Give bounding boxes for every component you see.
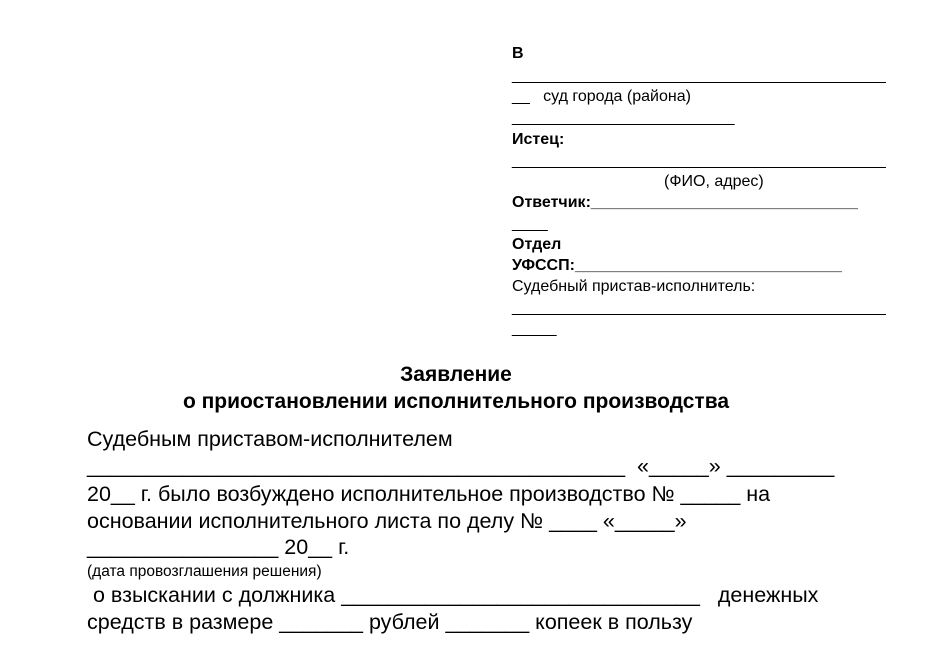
title-line-2: о приостановлении исполнительного производства [182, 390, 730, 413]
body-line-2: _____________________________________________ «_____» _________ [87, 454, 835, 478]
date-hint: (дата провозглашения решения) [87, 563, 322, 580]
body-line-7: средств в размере _______ рублей _______ копеек в пользу [87, 610, 693, 634]
defendant-line-tail: ____ [512, 215, 548, 232]
department-label: Отдел [512, 236, 562, 253]
body-line-4: основании исполнительного листа по делу № ____ «_____» [87, 509, 687, 533]
title-line-1: Заявление [400, 363, 512, 386]
body-line-6: о взыскании с должника ______________________________ денежных [87, 583, 819, 607]
body-line-5: ________________ 20__ г. [87, 535, 350, 559]
addressee-label: В [512, 45, 524, 62]
bailiff-blank: __________________________________________ [512, 299, 886, 316]
court-name-blank: __________________________________________ [512, 67, 886, 84]
defendant-line: Ответчик:______________________________ [512, 194, 858, 211]
plaintiff-label: Истец: [512, 131, 565, 148]
plaintiff-blank: __________________________________________ [512, 152, 886, 169]
department-line: УФССП:______________________________ [512, 257, 842, 274]
court-line-tail: _________________________ [512, 109, 735, 126]
bailiff-label: Судебный пристав-исполнитель: [512, 278, 756, 295]
bailiff-line-tail: _____ [512, 320, 557, 337]
body-line-1: Судебным приставом-исполнителем [87, 427, 453, 451]
body-line-3: 20__ г. было возбуждено исполнительное производство № _____ на [87, 482, 771, 506]
plaintiff-hint: (ФИО, адрес) [664, 173, 764, 190]
court-line: __ суд города (района) [512, 88, 691, 105]
